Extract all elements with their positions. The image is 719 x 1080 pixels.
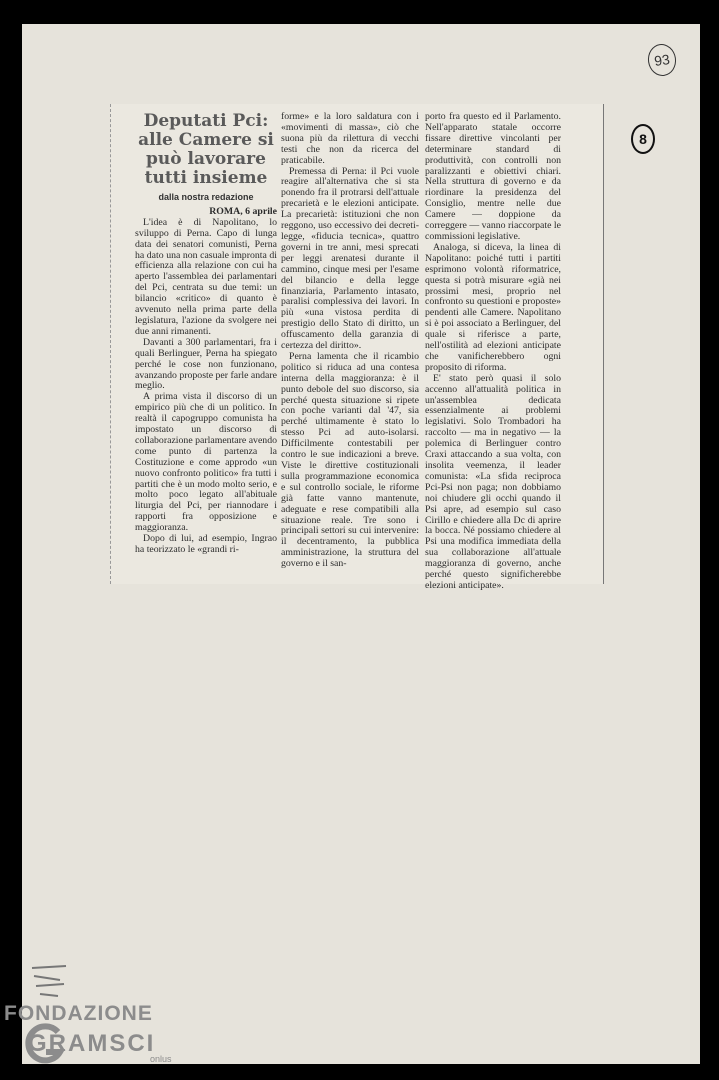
logo-line-2: GRAMSCI xyxy=(28,1030,156,1057)
logo-line-3: onlus xyxy=(150,1054,172,1064)
paragraph: Davanti a 300 parlamentari, fra i quali Berlinguer, Perna ha spiegato perché le cose non funzionano, avanzando proposte per farle andare meglio. xyxy=(135,336,277,392)
logo-line-1: FONDAZIONE xyxy=(4,1002,153,1025)
paragraph: A prima vista il discorso di un empirico più che di un politico. In realtà il capogruppo comunista ha impostato un discorso di collaborazione parlamentare avendo come punto di partenza la Costituzione e come approdo «un nuovo confronto politico» fra tutti i partiti che è un modo molto serio, e molto poco legato all'abituale liturgia del Pci, per riannodare i rapporti fra opposizione e maggioranza. xyxy=(135,391,277,534)
article-column-2 xyxy=(281,111,419,570)
paragraph: Analoga, si diceva, la linea di Napolitano: poiché tutti i partiti esprimono volontà riformatrice, questa si potrà misurare «già nei prossimi mesi, proprio nel confronto su questioni e proposte» pendenti alle Camere. Napolitano si è poi associato a Berlinguer, del quale si riferisce a parte, nell'ostilità ad elezioni anticipate che vanificherebbero ogni proposito di riforma. xyxy=(425,241,561,373)
article-column-1 xyxy=(135,112,277,558)
paragraph: Dopo di lui, ad esempio, Ingrao ha teorizzato le «grandi ri- xyxy=(135,533,277,555)
fondazione-gramsci-logo xyxy=(4,1002,184,1072)
ink-smudge xyxy=(30,960,70,1000)
article-byline: dalla nostra redazione xyxy=(158,192,254,202)
article-dateline: ROMA, 6 aprile xyxy=(209,205,277,217)
paragraph: forme» e la loro saldatura con i «movimenti di massa», ciò che suona più da rilettura di vecchi testi che non da ricerca del praticabile. xyxy=(281,111,419,166)
stamp-number-circle: 8 xyxy=(631,124,655,154)
paragraph: L'idea è di Napolitano, lo sviluppo di Perna. Capo di lunga data dei senatori comunisti, Perna ha dato una non casuale impronta di efficienza alla relazione con cui ha aperto l'assemblea dei parlamentari del Pci, centrata su due temi: un bilancio «critico» di quanto è avvenuto nella prima parte della legislatura, l'azione da svolgere nei due anni rimanenti. xyxy=(135,216,277,337)
article-column-3 xyxy=(425,111,561,591)
paragraph: porto fra questo ed il Parlamento. Nell'apparato statale occorre fissare direttive vincolanti per determinare standard di produttività, con controlli non paralizzanti e obiettivi chiari. Nella struttura di governo e da riordinare la presidenza del Consiglio, mentre nelle due Camere — doppione da correggere — vanno riaccorpate le commissioni legislative. xyxy=(425,111,561,242)
paragraph: E' stato però quasi il solo accenno all'attualità politica in un'assemblea dedicata essenzialmente ai problemi legislativi. Solo Trombadori ha raccolto — ma in negativo — la polemica di Berlinguer contro Craxi attaccando a sua volta, con insolita veemenza, il leader comunista: «La sfida reciproca Pci-Psi non paga; non dobbiamo noi chiudere gli occhi quando il Psi apre, ad esempio sul caso Cirillo e chiedere alla Dc di aprire la bocca. Né possiamo chiedere al Psi una modifica immediata della sua collaborazione all'attuale maggioranza di governo, anche perché questo significherebbe elezioni anticipate». xyxy=(425,372,561,591)
page-number-circle: 93 xyxy=(646,42,678,78)
newspaper-clipping xyxy=(110,104,604,591)
article-headline: Deputati Pci: alle Camere si può lavorare tutti insieme xyxy=(138,111,274,188)
paragraph: Premessa di Perna: il Pci vuole reagire all'alternativa che si sta ponendo fra il protrarsi dell'attuale precarietà e le elezioni anticipate. La precarietà: istituzioni che non reggono, uso eccessivo dei decreti-legge, «fiducia tecnica», quattro governi in tre anni, mesi sprecati per leggi arenatesi durante il cammino, cinque mesi per l'esame del bilancio e della legge finanziaria, Parlamento intasato, paralisi complessiva dei lavori. In più «una vistosa perdita di prestigio dello Stato di diritto, un offuscamento della garanzia di certezza del diritto». xyxy=(281,165,419,352)
paragraph: Perna lamenta che il ricambio politico si riduca ad una contesa interna della maggioranza: è il punto debole del suo discorso, sia perché questa situazione si ripete con poche varianti dal '47, sia perché ultimamente è stato lo stesso Pci ad auto-isolarsi. Difficilmente contestabili per contro le sue indicazioni a breve. Viste le direttive costituzionali sulla programmazione economica e sul controllo sociale, le riforme già fatte vanno mantenute, adeguate e rese compatibili alla situazione reale. Tre sono i principali settori su cui intervenire: il decentramento, la pubblica amministrazione, la struttura del governo e il san- xyxy=(281,350,419,570)
